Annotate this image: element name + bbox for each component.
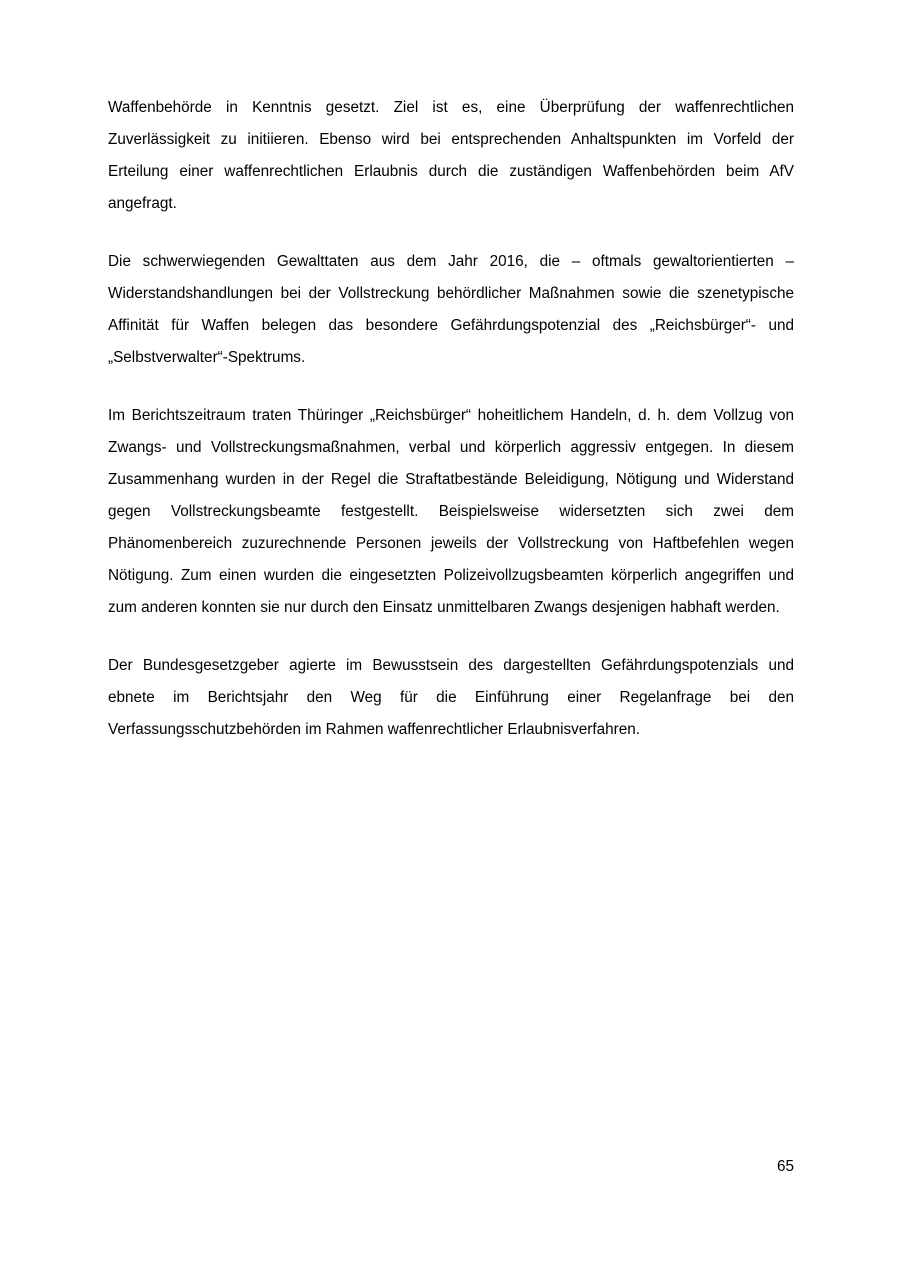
paragraph-2: Die schwerwiegenden Gewalttaten aus dem Jahr 2016, die – oftmals gewaltorientierten – Widerstandshandlungen bei der Vollstreckung behördlicher Maßnahmen sowie die szenetypische Affinität für Waffen belegen das besondere Gefährdungspotenzial des „Reichsbürger“- und „Selbstverwalter“-Spektrums. [108,253,794,366]
paragraph-3: Im Berichtszeitraum traten Thüringer „Reichsbürger“ hoheitlichem Handeln, d. h. dem Vollzug von Zwangs- und Vollstreckungsmaßnahmen, verbal und körperlich aggressiv entgegen. In diesem Zusammenhang wurden in der Regel die Straftatbestände Beleidigung, Nötigung und Widerstand gegen Vollstreckungsbeamte festgestellt. Beispielsweise widersetzten sich zwei dem Phänomenbereich zuzurechnende Personen jeweils der Vollstreckung von Haftbefehlen wegen Nötigung. Zum einen wurden die eingesetzten Polizeivollzugsbeamten körperlich angegriffen und zum anderen konnten sie nur durch den Einsatz unmittelbaren Zwangs desjenigen habhaft werden. [108,407,794,616]
page-body [108,92,794,746]
paragraph-4: Der Bundesgesetzgeber agierte im Bewusstsein des dargestellten Gefährdungspotenzials und ebnete im Berichtsjahr den Weg für die Einführung einer Regelanfrage bei den Verfassungsschutzbehörden im Rahmen waffenrechtlicher Erlaubnisverfahren. [108,657,794,738]
paragraph-1: Waffenbehörde in Kenntnis gesetzt. Ziel ist es, eine Überprüfung der waffenrechtlichen Zuverlässigkeit zu initiieren. Ebenso wird bei entsprechenden Anhaltspunkten im Vorfeld der Erteilung einer waffenrechtlichen Erlaubnis durch die zuständigen Waffenbehörden beim AfV angefragt. [108,99,794,212]
page-number: 65 [776,1158,794,1175]
